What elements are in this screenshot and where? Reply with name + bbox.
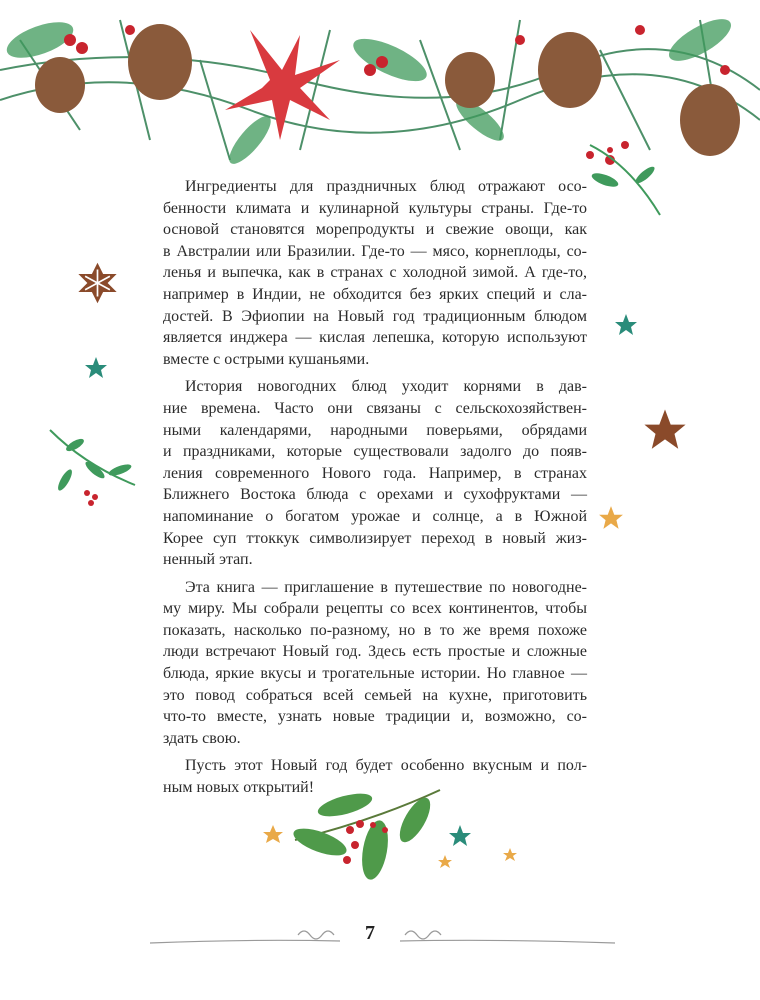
text-line: здать свою. bbox=[163, 729, 241, 747]
text-line: вместе с острыми кушаньями. bbox=[163, 350, 370, 368]
text-line: Эта книга — приглашение в путешествие по новогодне- bbox=[185, 578, 587, 596]
text-line: Корее суп ттоккук символизирует переход в новый жиз- bbox=[163, 529, 587, 547]
paragraph bbox=[163, 376, 587, 570]
text-line: ления современного Нового года. Например, в странах bbox=[163, 464, 587, 482]
text-line: это повод собраться всей семьей на кухне, приготовить bbox=[163, 686, 587, 704]
text-line: основой становятся морепродукты и свежие овощи, как bbox=[163, 221, 587, 239]
text-line: му миру. Мы собрали рецепты со всех континентов, чтобы bbox=[163, 600, 587, 618]
text-line: напоминание о богатом урожае и солнце, а в Южной bbox=[163, 507, 587, 525]
body-text bbox=[163, 176, 587, 805]
text-line: блюда, яркие вкусы и трогательные истории. Но главное — bbox=[163, 665, 587, 683]
page-number: 7 bbox=[365, 922, 375, 944]
paragraph bbox=[163, 176, 587, 370]
berry-sprig-icon bbox=[580, 135, 670, 220]
text-line: люди встречают Новый год. Здесь есть простые и сложные bbox=[163, 643, 587, 661]
text-line: ненный этап. bbox=[163, 551, 253, 569]
text-line: Ближнего Востока блюда с орехами и сухофруктами — bbox=[163, 486, 587, 504]
text-line: История новогодних блюд уходит корнями в дав- bbox=[185, 378, 587, 396]
text-line: что-то вместе, узнать новые традиции и, возможно, со- bbox=[163, 708, 587, 726]
text-line: ным новых открытий! bbox=[163, 779, 315, 797]
text-line: показать, насколько по-разному, но в то же время похоже bbox=[163, 621, 587, 639]
gold-star-icon bbox=[598, 505, 624, 531]
paragraph bbox=[163, 577, 587, 750]
text-line: Пусть этот Новый год будет особенно вкусным и пол- bbox=[185, 757, 587, 775]
text-line: ние времена. Часто они связаны с сельскохозяйствен- bbox=[163, 399, 587, 417]
text-line: ленья и выпечка, как в странах с холодной зимой. А где-то, bbox=[163, 264, 587, 282]
mistletoe-branch-icon bbox=[45, 425, 140, 510]
paragraph bbox=[163, 755, 587, 798]
text-line: в Австралии или Бразилии. Где-то — мясо, корнеплоды, со- bbox=[163, 242, 587, 260]
text-line: бенности климата и кулинарной культуры страны. Где-то bbox=[163, 199, 587, 217]
text-line: и праздниками, которые существовали задолго до появ- bbox=[163, 443, 587, 461]
text-line: ными календарями, народными поверьями, обрядами bbox=[163, 421, 587, 439]
gingerbread-snowflake-icon bbox=[75, 258, 120, 308]
teal-star-icon bbox=[84, 356, 108, 380]
text-line: достей. В Эфиопии на Новый год традиционным блюдом bbox=[163, 307, 587, 325]
teal-star-icon bbox=[614, 313, 638, 337]
text-line: например в Индии, не обходится без ярких специй и сла- bbox=[163, 285, 587, 303]
gingerbread-star-icon bbox=[640, 405, 690, 455]
text-line: является инджера — кислая лепешка, которую используют bbox=[163, 329, 587, 347]
text-line: Ингредиенты для праздничных блюд отражают осо- bbox=[185, 178, 587, 195]
